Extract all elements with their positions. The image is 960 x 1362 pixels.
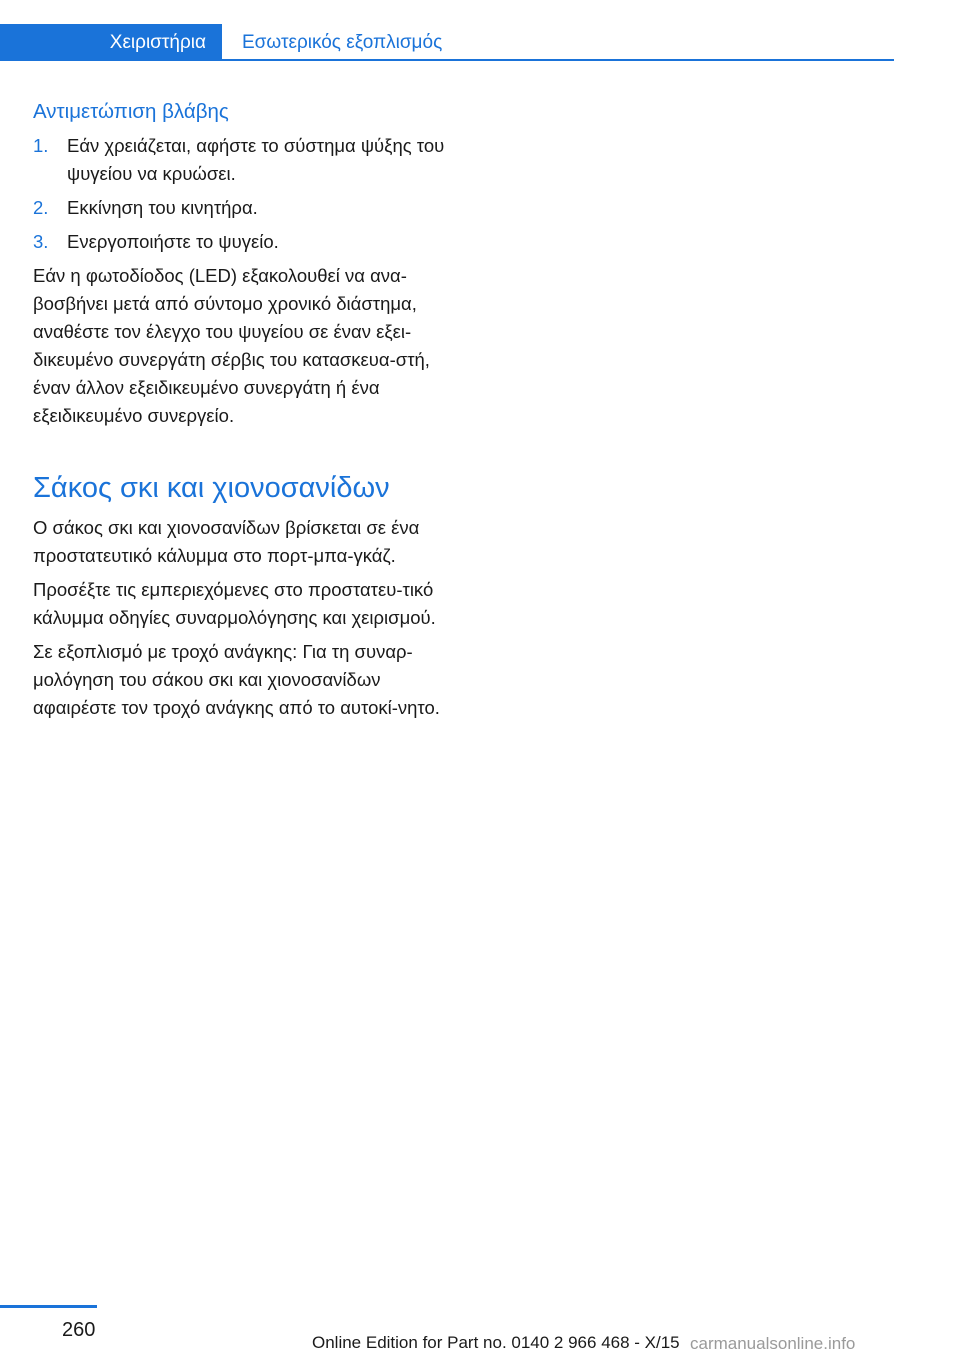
main-content <box>33 98 453 728</box>
paragraph: Σε εξοπλισμό με τροχό ανάγκης: Για τη συναρ-μολόγηση του σάκου σκι και χιονοσανίδων αφαιρέστε τον τροχό ανάγκης από το αυτοκί-νητο. <box>33 641 440 718</box>
page-number: 260 <box>62 1319 96 1341</box>
paragraph: Ο σάκος σκι και χιονοσανίδων βρίσκεται σε ένα προστατευτικό κάλυμμα στο πορτ-μπα-γκάζ. <box>33 517 420 566</box>
footer-divider <box>0 1305 97 1308</box>
page-header <box>0 0 960 62</box>
step-number: 1. <box>33 135 49 156</box>
tab-interior-equipment[interactable]: Εσωτερικός εξοπλισμός <box>242 32 443 53</box>
list-item <box>33 228 453 256</box>
step-text: Εάν χρειάζεται, αφήστε το σύστημα ψύξης του ψυγείου να κρυώσει. <box>67 135 445 184</box>
edition-info: Online Edition for Part no. 0140 2 966 468 - X/15 <box>312 1333 680 1352</box>
troubleshooting-note: Εάν η φωτοδίοδος (LED) εξακολουθεί να ανα-βοσβήνει μετά από σύντομο χρονικό διάστημα, αναθέστε τον έλεγχο του ψυγείου σε έναν εξει-δικευμένο συνεργάτη σέρβις του κατασκευα-στή, έναν άλλον εξειδικευμένο συνεργάτη ή ένα εξειδικευμένο συνεργείο. <box>33 265 430 426</box>
section-title-ski-bag: Σάκος σκι και χιονοσανίδων <box>33 472 390 504</box>
troubleshooting-steps <box>33 132 453 256</box>
list-item <box>33 132 453 188</box>
step-number: 2. <box>33 197 49 218</box>
step-number: 3. <box>33 231 49 252</box>
watermark: carmanualsonline.info <box>690 1334 856 1353</box>
step-text: Ενεργοποιήστε το ψυγείο. <box>67 231 279 252</box>
troubleshooting-heading: Αντιμετώπιση βλάβης <box>33 100 229 123</box>
list-item <box>33 194 453 222</box>
tab-controls[interactable]: Χειριστήρια <box>0 24 222 61</box>
step-text: Εκκίνηση του κινητήρα. <box>67 197 258 218</box>
header-divider <box>222 59 894 61</box>
paragraph: Προσέξτε τις εμπεριεχόμενες στο προστατευ-τικό κάλυμμα οδηγίες συναρμολόγησης και χειρισμού. <box>33 579 436 628</box>
